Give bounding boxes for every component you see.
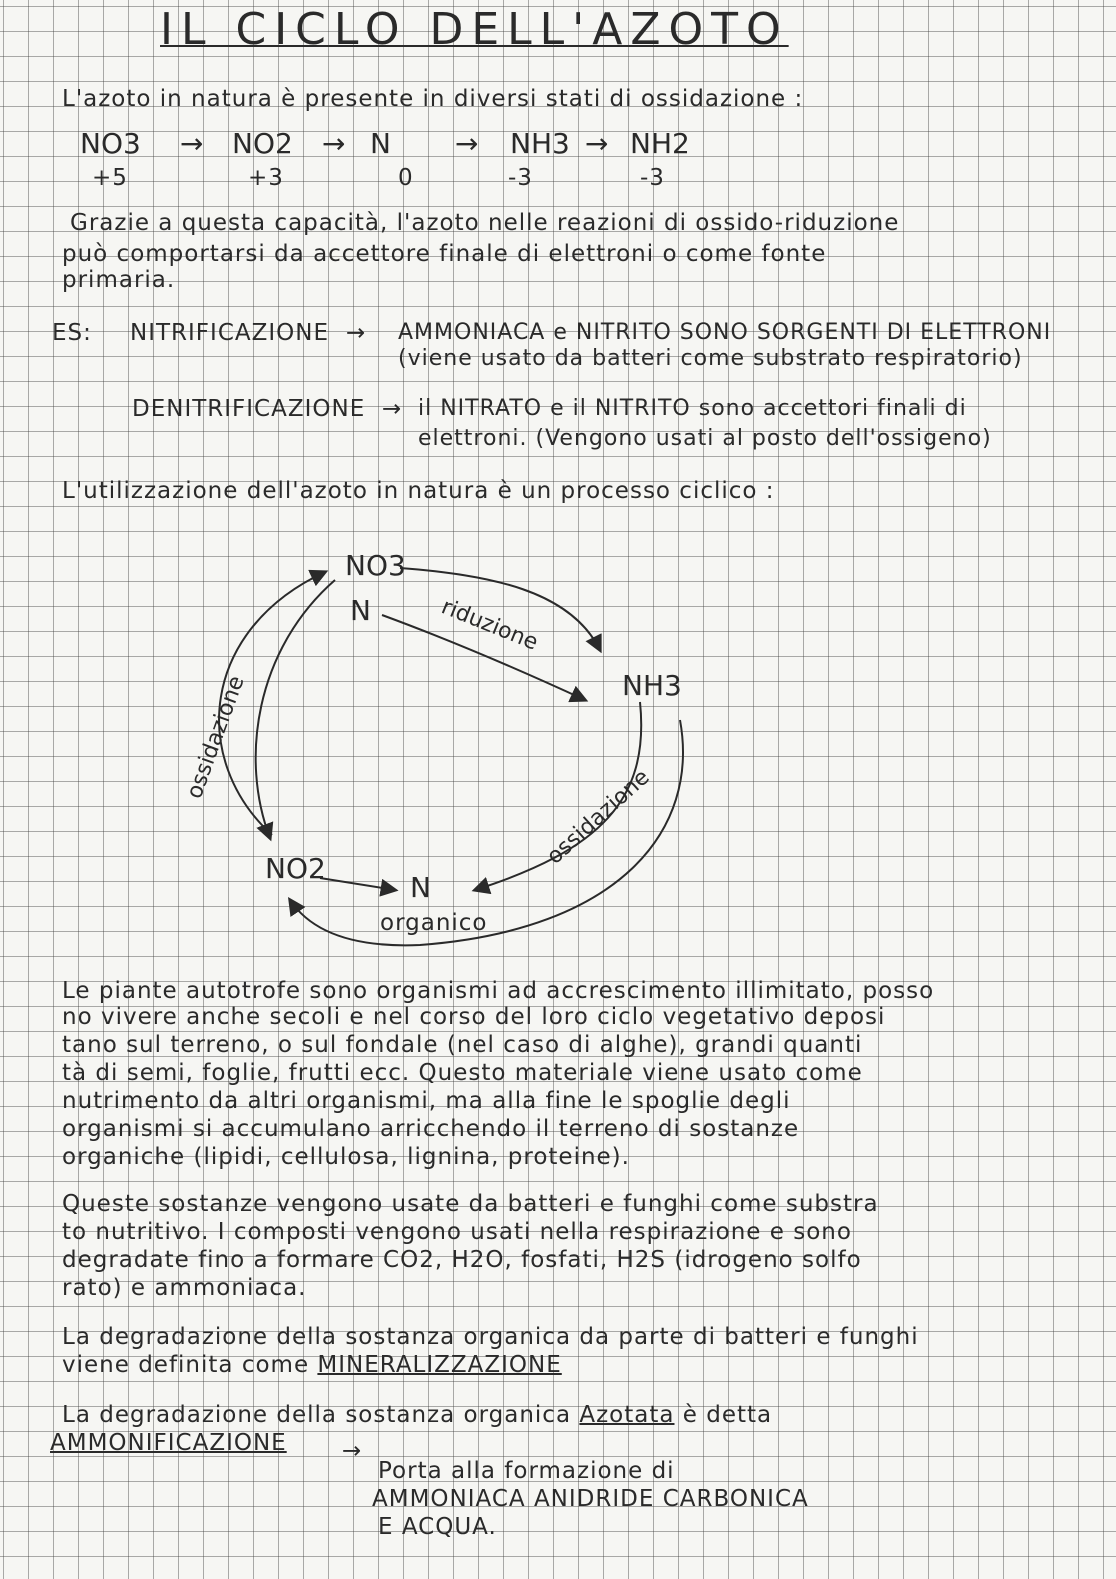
arrow-4: → (585, 127, 609, 160)
species-nh2: NH2 (630, 127, 690, 160)
para3-line3: degradate fino a formare CO2, H2O, fosfati, H2S (idrogeno solfo (62, 1247, 862, 1273)
para5-line1-end: è detta (674, 1402, 773, 1428)
ammonificazione-result-line3: E ACQUA. (378, 1514, 497, 1540)
label-riduzione: riduzione (437, 594, 542, 656)
para3-line2: to nutritivo. I composti vengono usati nella respirazione e sono (62, 1219, 852, 1245)
nitrification-arrow: → (346, 320, 367, 346)
para2-line7: organiche (lipidi, cellulosa, lignina, proteine). (62, 1144, 630, 1170)
ox-number-no3: +5 (92, 165, 128, 191)
page-title: IL CICLO DELL'AZOTO (160, 4, 789, 55)
para2-line6: organismi si accumulano arricchendo il terreno di sostanze (62, 1116, 800, 1142)
denitrification-arrow: → (382, 396, 403, 422)
ox-number-no2: +3 (248, 165, 284, 191)
ammonificazione-arrow: → (342, 1438, 363, 1464)
species-n: N (370, 127, 391, 160)
para4-line2-text: viene definita come (62, 1352, 318, 1378)
arrow-3: → (455, 127, 479, 160)
intro-line: L'azoto in natura è presente in diversi stati di ossidazione : (62, 86, 804, 112)
para5-line1-text: La degradazione della sostanza organica (62, 1402, 580, 1428)
para3-line4: rato) e ammoniaca. (62, 1275, 307, 1301)
para1-line2: può comportarsi da accettore finale di elettroni o come fonte (62, 241, 827, 267)
diagram-no3: NO3 (345, 549, 406, 582)
para3-line1: Queste sostanze vengono usate da batteri e funghi come substra (62, 1191, 879, 1217)
denitrification-line1: il NITRATO e il NITRITO sono accettori finali di (418, 396, 967, 421)
para2-line3: tano sul terreno, o sul fondale (nel caso di alghe), grandi quanti (62, 1032, 863, 1058)
para1-line1: Grazie a questa capacità, l'azoto nelle reazioni di ossido-riduzione (70, 210, 900, 236)
diagram-nh3: NH3 (622, 669, 682, 702)
diagram-no2: NO2 (265, 852, 326, 885)
nitrification-line2: (viene usato da batteri come substrato respiratorio) (398, 346, 1023, 371)
diagram-n-top: N (350, 594, 371, 627)
ammonificazione-result-line2: AMMONIACA ANIDRIDE CARBONICA (372, 1486, 809, 1512)
arrow-no3-to-no2 (256, 580, 335, 838)
species-nh3: NH3 (510, 127, 570, 160)
arrow-1: → (180, 127, 204, 160)
label-ossidazione-right: ossidazione (542, 764, 655, 870)
species-no3: NO3 (80, 127, 141, 160)
para5-line1 (62, 1404, 772, 1427)
para2-line4: tà di semi, foglie, frutti ecc. Questo materiale viene usato come (62, 1060, 863, 1086)
ammonificazione-result-line1: Porta alla formazione di (378, 1458, 675, 1484)
para2-line5: nutrimento da altri organismi, ma alla fine le spoglie degli (62, 1088, 791, 1114)
arrow-no2-to-norg (320, 878, 395, 890)
denitrification-term: DENITRIFICAZIONE (132, 396, 366, 422)
mineralizzazione-term: MINERALIZZAZIONE (317, 1352, 562, 1378)
para4-line2 (62, 1354, 562, 1377)
ammonificazione-term: AMMONIFICAZIONE (50, 1430, 287, 1456)
azotata-term: Azotata (579, 1402, 675, 1428)
ox-number-nh2: -3 (640, 165, 665, 191)
nitrification-line1: AMMONIACA e NITRITO SONO SORGENTI DI ELETTRONI (398, 320, 1052, 345)
arrow-2: → (322, 127, 346, 160)
denitrification-line2: elettroni. (Vengono usati al posto dell'ossigeno) (418, 426, 992, 451)
diagram-organico-label: organico (380, 910, 488, 936)
para4-line1: La degradazione della sostanza organica da parte di batteri e funghi (62, 1324, 919, 1350)
utilization-line: L'utilizzazione dell'azoto in natura è un processo ciclico : (62, 478, 775, 504)
para2-line1: Le piante autotrofe sono organismi ad accrescimento illimitato, posso (62, 978, 935, 1004)
nitrification-term: NITRIFICAZIONE (130, 320, 329, 346)
label-ossidazione-left: ossidazione (182, 672, 250, 803)
species-no2: NO2 (232, 127, 293, 160)
es-label: ES: (52, 320, 92, 346)
para1-line3: primaria. (62, 267, 176, 293)
ox-number-nh3: -3 (508, 165, 533, 191)
diagram-n-organico: N (410, 871, 431, 904)
ox-number-n: 0 (398, 165, 414, 191)
para2-line2: no vivere anche secoli e nel corso del loro ciclo vegetativo deposi (62, 1004, 886, 1030)
